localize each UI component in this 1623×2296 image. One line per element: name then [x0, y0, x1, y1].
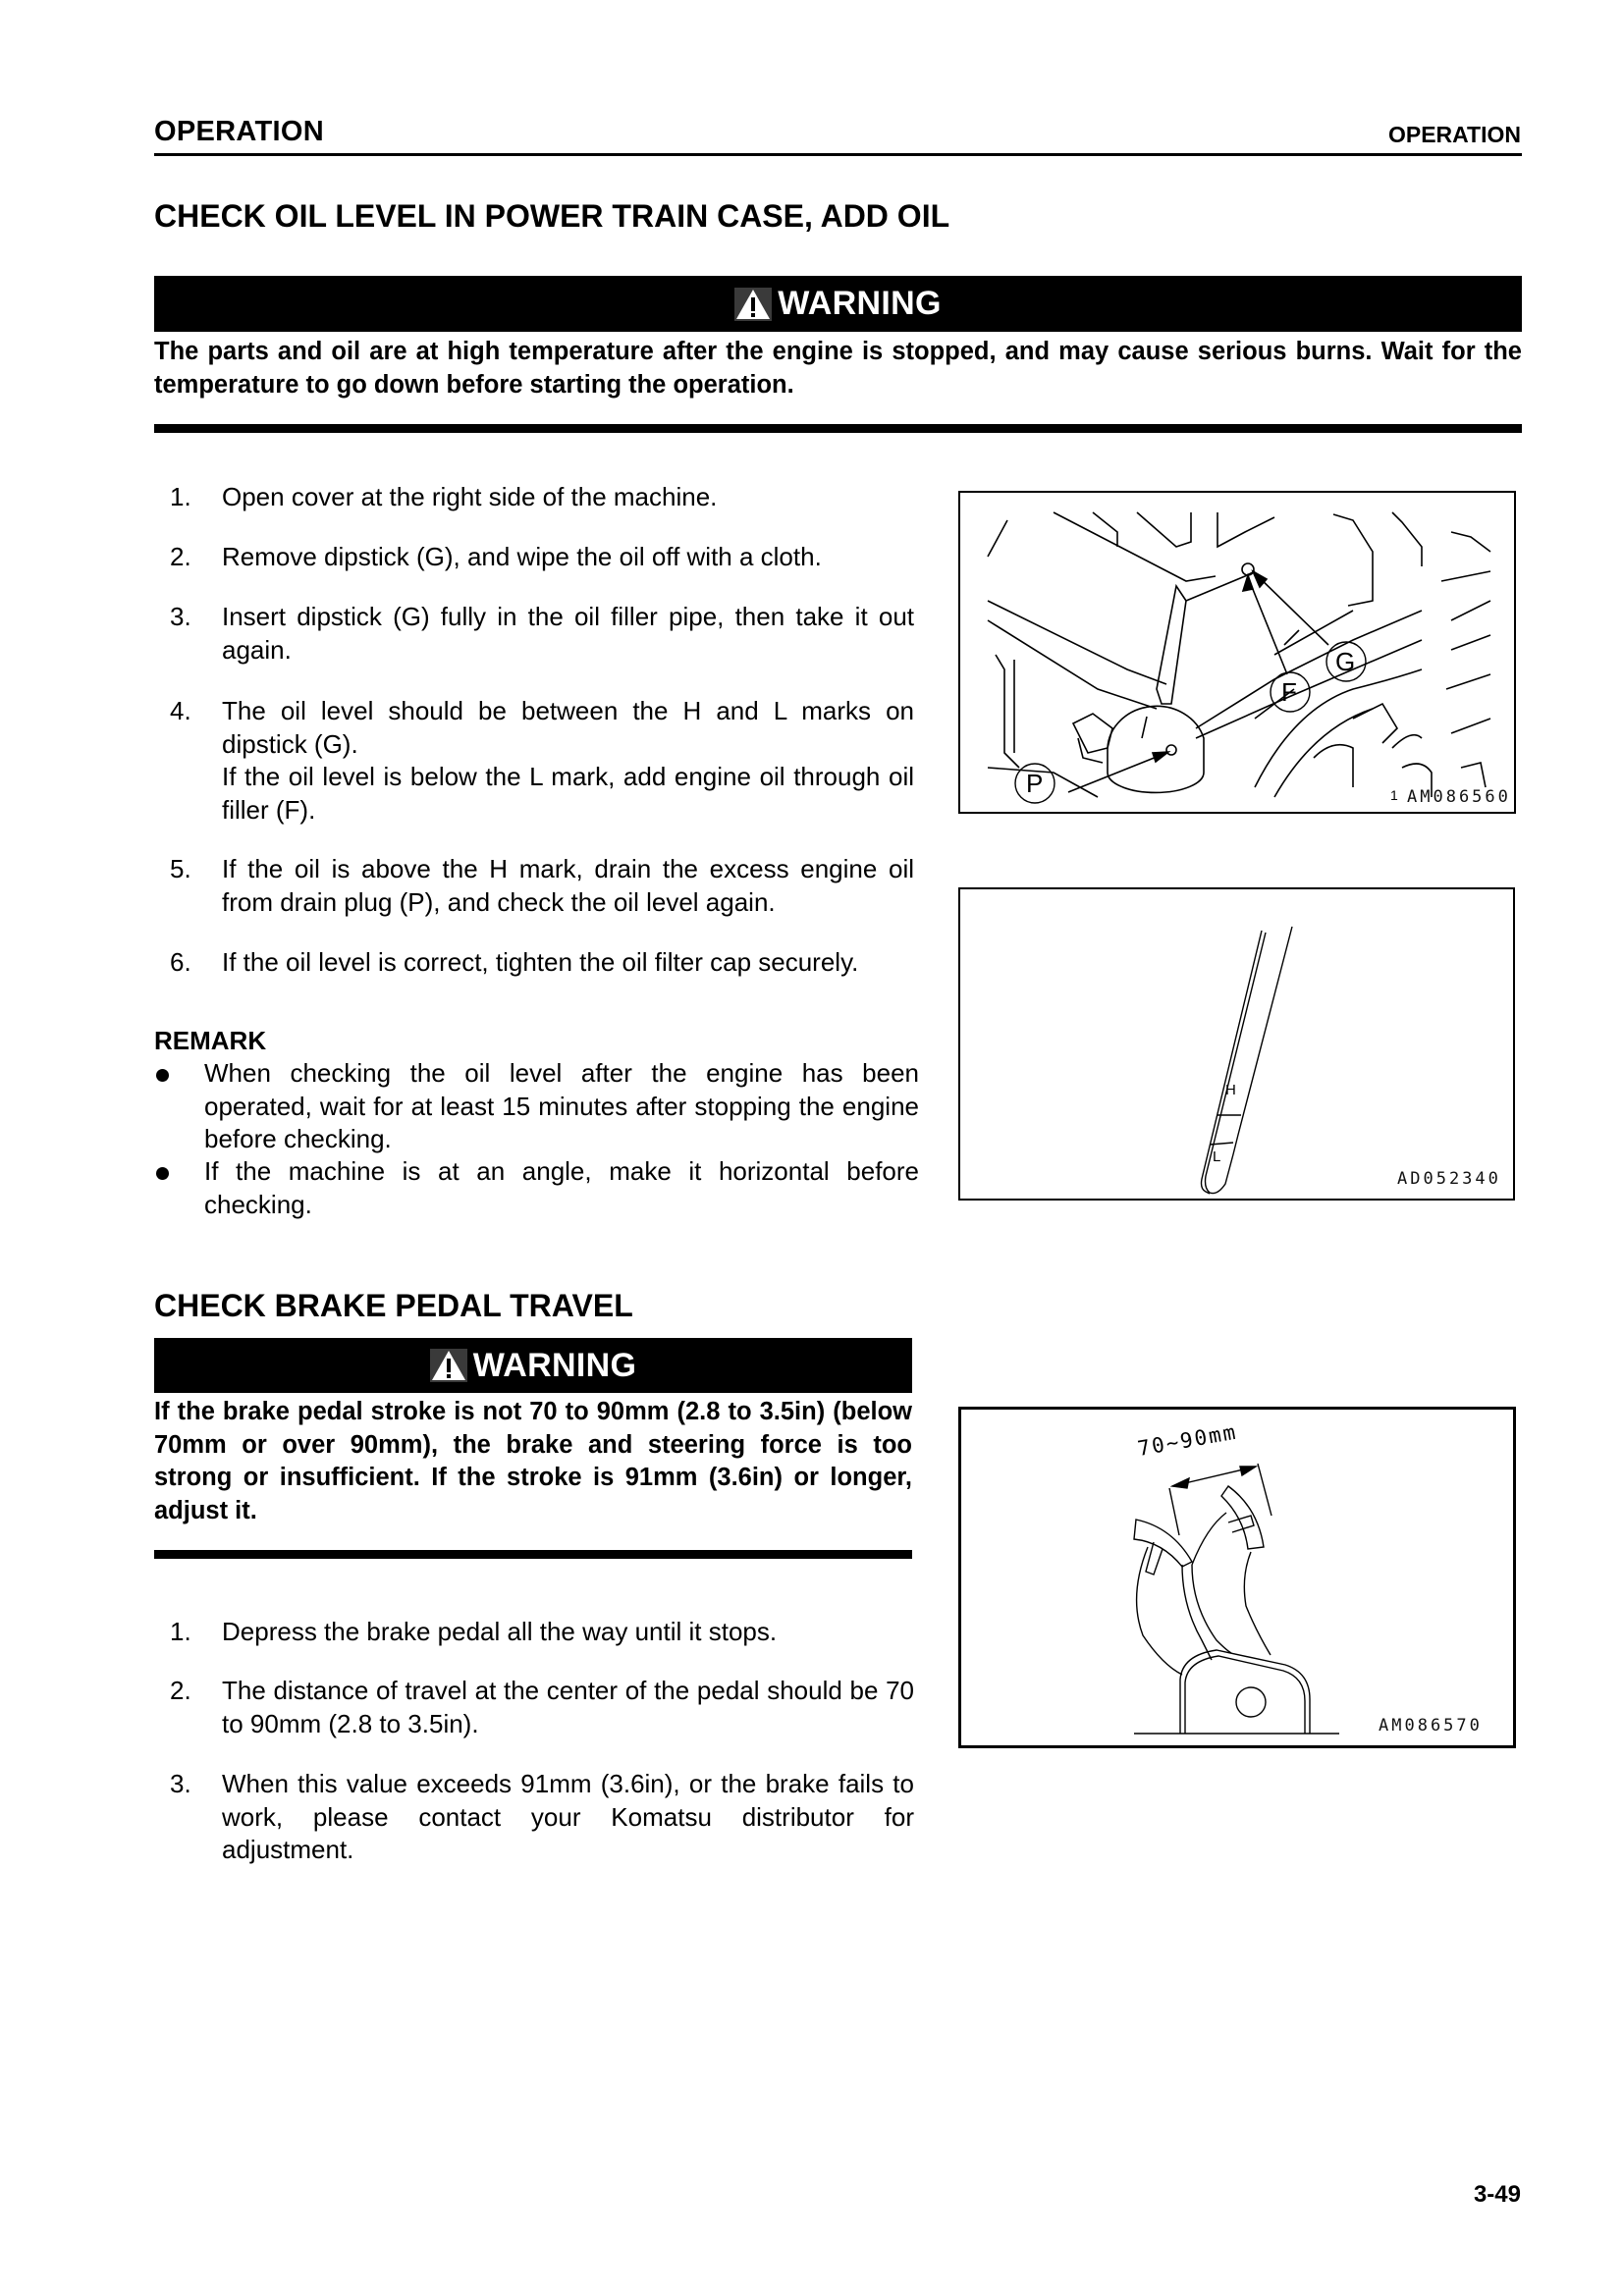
callout-f: F [1281, 677, 1297, 707]
running-header-right: OPERATION [1387, 122, 1521, 147]
header-rule [154, 153, 1522, 156]
step-number: 2. [170, 1676, 191, 1705]
warning-end-rule [154, 424, 1522, 433]
step-number: 2. [170, 542, 191, 571]
warning-banner [154, 276, 1522, 332]
remark-heading: REMARK [154, 1026, 267, 1055]
dipstick-drawing [960, 889, 1513, 1199]
warning-text: The parts and oil are at high temperature after the engine is stopped, and may cause serious burns. Wait for the temperature to go down before starting the operation. [154, 338, 1522, 399]
warning-text: If the brake pedal stroke is not 70 to 90mm (2.8 to 3.5in) (below 70mm or over 90mm), the brake and steering force is too strong or insufficient. If the stroke is 91mm (3.6in) or longer, adjust it. [154, 1398, 912, 1524]
warning-end-rule [154, 1550, 912, 1559]
step-number: 1. [170, 1617, 191, 1646]
step-number: 6. [170, 947, 191, 977]
running-header-left: OPERATION [154, 116, 324, 147]
step-number: 4. [170, 696, 191, 725]
warning-triangle-icon [734, 288, 772, 321]
warning-banner [154, 1338, 912, 1393]
step-number: 3. [170, 1769, 191, 1798]
step-text: Insert dipstick (G) fully in the oil filler pipe, then take it out again. [222, 602, 914, 665]
figure-dipstick [958, 887, 1515, 1201]
warning-label: WARNING [778, 285, 942, 322]
page-number: 3-49 [1473, 2181, 1521, 2208]
callout-p: P [1026, 769, 1044, 798]
figure-code: AM086570 [1379, 1716, 1483, 1735]
brake-pedal-drawing [961, 1410, 1513, 1745]
step-number: 3. [170, 602, 191, 631]
dipstick-mark-l: L [1213, 1148, 1221, 1165]
step-number: 1. [170, 482, 191, 511]
figure-engine-compartment [958, 491, 1516, 814]
dipstick-mark-h: H [1225, 1082, 1236, 1098]
step-text: When this value exceeds 91mm (3.6in), or the brake fails to work, please contact your Komatsu distributor for adjustment. [222, 1769, 914, 1864]
figure-code: AM086560 [1407, 787, 1511, 807]
step-number: 5. [170, 854, 191, 883]
step-text: The oil level should be between the H and L marks on dipstick (G). [222, 696, 914, 759]
remark-text: When checking the oil level after the engine has been operated, wait for at least 15 minutes after stopping the engine before checking. [204, 1058, 919, 1153]
warning-triangle-icon [430, 1349, 467, 1382]
callout-g: G [1335, 647, 1356, 676]
section-title-brake-pedal: CHECK BRAKE PEDAL TRAVEL [154, 1288, 633, 1323]
bullet-dot-icon [156, 1167, 169, 1180]
remark-text: If the machine is at an angle, make it horizontal before checking. [204, 1156, 919, 1219]
engine-compartment-drawing [960, 493, 1514, 812]
step-text: The distance of travel at the center of the pedal should be 70 to 90mm (2.8 to 3.5in). [222, 1676, 914, 1738]
figure-mark: 1 [1390, 787, 1398, 803]
step-text: Depress the brake pedal all the way until it stops. [222, 1617, 778, 1646]
step-text: If the oil is above the H mark, drain the excess engine oil from drain plug (P), and check the oil level again. [222, 854, 914, 917]
dimension-label: 70~90mm [1135, 1419, 1239, 1461]
bullet-dot-icon [156, 1069, 169, 1082]
section-title-oil-level: CHECK OIL LEVEL IN POWER TRAIN CASE, ADD OIL [154, 198, 950, 234]
step-text: Remove dipstick (G), and wipe the oil off with a cloth. [222, 542, 822, 571]
step-text: Open cover at the right side of the machine. [222, 482, 718, 511]
figure-code: AD052340 [1397, 1169, 1501, 1189]
step-text: If the oil level is correct, tighten the oil filter cap securely. [222, 947, 859, 977]
warning-label: WARNING [472, 1346, 637, 1384]
figure-brake-pedal [958, 1407, 1516, 1748]
step-text-continued: If the oil level is below the L mark, add engine oil through oil filler (F). [222, 762, 914, 825]
